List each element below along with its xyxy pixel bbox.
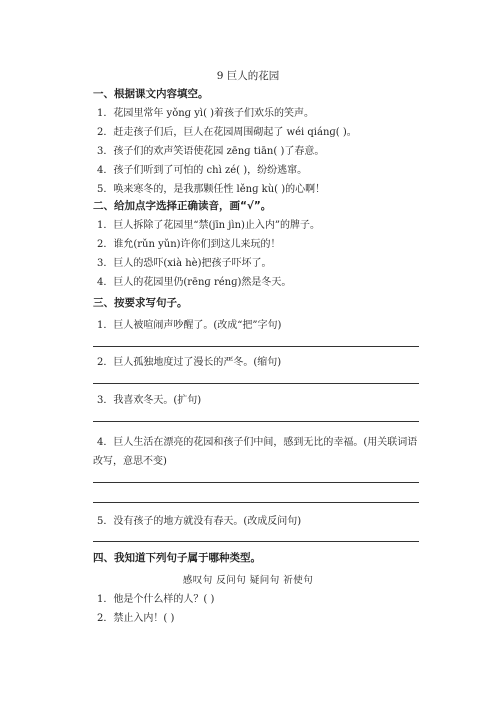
section-1-item-3: 3．孩子们的欢声笑语使花园 zēnɡ tiān( )了春意。: [97, 146, 325, 157]
section-2-heading: 二、给加点字选择正确读音，画“√”。: [93, 200, 272, 212]
section-4-heading: 四、我知道下列句子属于哪种类型。: [93, 552, 261, 564]
section-3-item-1: 1．巨人被喧闹声吵醒了。(改成“把”字句): [97, 320, 282, 331]
section-3-heading: 三、按要求写句子。: [93, 297, 188, 309]
section-4-item-1: 1．他是个什么样的人？( ): [97, 594, 215, 605]
answer-line-4b[interactable]: [93, 502, 419, 503]
section-1-item-2: 2．赶走孩子们后，巨人在花园周围砌起了 wéi qiánɡ( )。: [97, 127, 357, 138]
section-4-item-2: 2．禁止入内！( ): [97, 613, 175, 624]
section-1-item-1: 1．花园里常年 yǒnɡ yì( )着孩子们欢乐的笑声。: [97, 108, 315, 119]
answer-line-1[interactable]: [93, 346, 419, 347]
answer-line-4a[interactable]: [93, 482, 419, 483]
section-3-item-4-cont: 改写，意思不变): [93, 456, 167, 467]
section-1-item-5: 5．唤来寒冬的，是我那颗任性 lěnɡ kù( )的心啊！: [97, 184, 326, 195]
answer-line-3[interactable]: [93, 421, 419, 422]
sentence-type-options: 感叹句 反问句 疑问句 祈使句: [182, 575, 314, 586]
section-2-item-1: 1．巨人拆除了花园里“禁(jīn jìn)止入内”的牌子。: [97, 220, 321, 231]
section-3-item-3: 3．我喜欢冬天。(扩句): [97, 395, 202, 406]
answer-line-5[interactable]: [93, 541, 419, 542]
section-3-item-4: 4．巨人生活在漂亮的花园和孩子们中间，感到无比的幸福。(用关联词语: [97, 437, 418, 448]
page-title: 9 巨人的花园: [216, 70, 280, 82]
section-2-item-3: 3．巨人的恐吓(xià hè)把孩子吓坏了。: [97, 258, 272, 269]
section-1-item-4: 4．孩子们听到了可怕的 chì zé( )，纷纷逃窜。: [97, 165, 308, 176]
answer-line-2[interactable]: [93, 383, 419, 384]
section-3-item-5: 5．没有孩子的地方就没有春天。(改成反问句): [97, 516, 302, 527]
section-2-item-4: 4．巨人的花园里仍(rēnɡ rénɡ)然是冬天。: [97, 277, 292, 288]
section-3-item-2: 2．巨人孤独地度过了漫长的严冬。(缩句): [97, 357, 282, 368]
section-1-heading: 一、根据课文内容填空。: [93, 88, 209, 100]
section-2-item-2: 2．谁允(rǔn yǔn)许你们到这儿来玩的！: [97, 239, 281, 250]
